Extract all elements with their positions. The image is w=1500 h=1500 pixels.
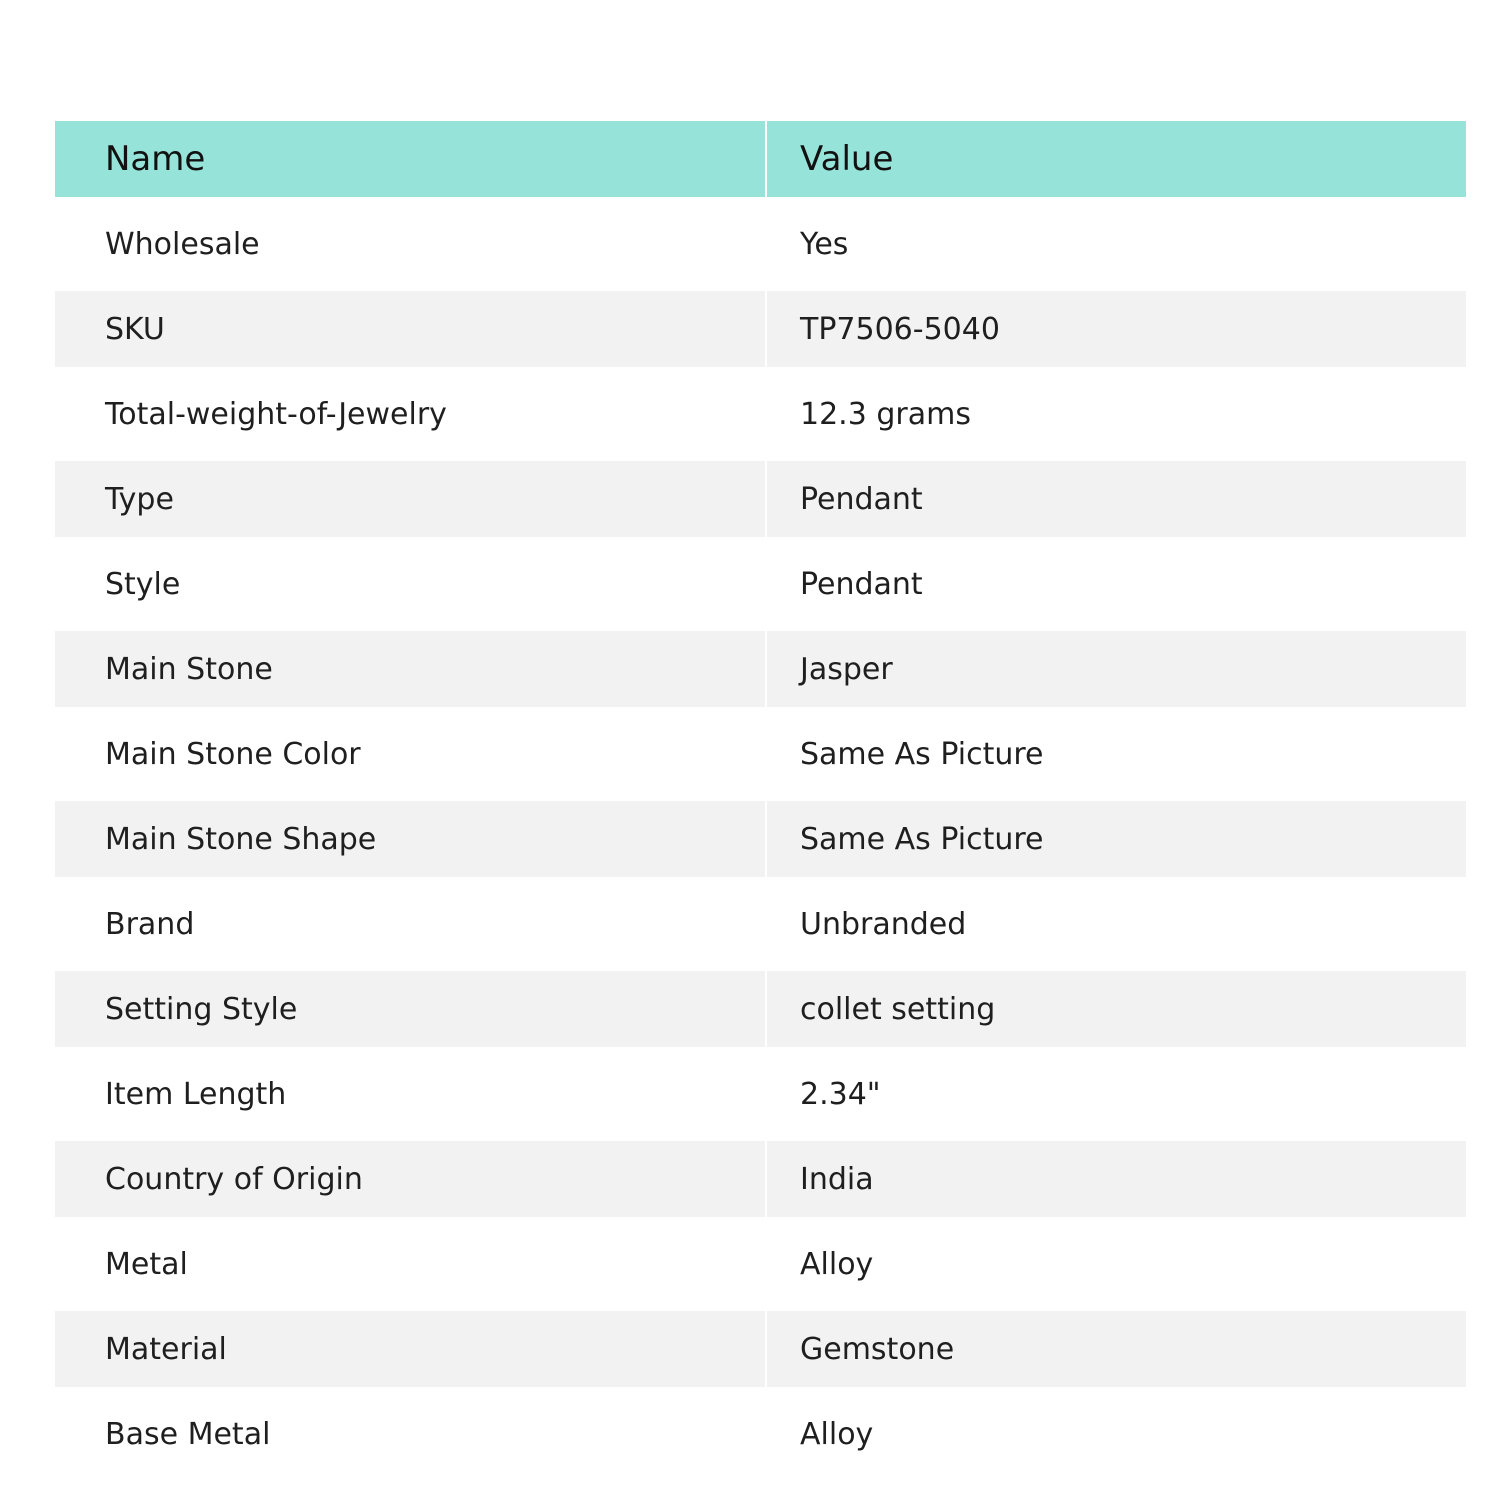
spec-name: Metal (55, 1217, 766, 1311)
column-header-name: Name (55, 121, 766, 197)
spec-value: Jasper (766, 631, 1466, 707)
table-row (55, 291, 1466, 367)
spec-value: India (766, 1141, 1466, 1217)
spec-name: SKU (55, 291, 766, 367)
spec-value: Pendant (766, 537, 1466, 631)
spec-value: Alloy (766, 1387, 1466, 1481)
spec-name: Type (55, 461, 766, 537)
table-row (55, 1141, 1466, 1217)
table-row (55, 877, 1466, 971)
spec-name: Main Stone Color (55, 707, 766, 801)
table-header-row (55, 121, 1466, 197)
spec-name: Item Length (55, 1047, 766, 1141)
spec-value: 2.34" (766, 1047, 1466, 1141)
table-row (55, 707, 1466, 801)
table-row (55, 1387, 1466, 1481)
table-row (55, 367, 1466, 461)
spec-name: Brand (55, 877, 766, 971)
product-spec-table (55, 121, 1466, 1481)
table-row (55, 971, 1466, 1047)
spec-value: Pendant (766, 461, 1466, 537)
spec-value: Alloy (766, 1217, 1466, 1311)
spec-value: Gemstone (766, 1311, 1466, 1387)
table-row (55, 1311, 1466, 1387)
spec-name: Setting Style (55, 971, 766, 1047)
spec-name: Country of Origin (55, 1141, 766, 1217)
table-row (55, 197, 1466, 291)
spec-value: collet setting (766, 971, 1466, 1047)
spec-value: Unbranded (766, 877, 1466, 971)
spec-value: Same As Picture (766, 801, 1466, 877)
table-row (55, 461, 1466, 537)
spec-name: Total-weight-of-Jewelry (55, 367, 766, 461)
spec-value: 12.3 grams (766, 367, 1466, 461)
column-header-value: Value (766, 121, 1466, 197)
spec-name: Material (55, 1311, 766, 1387)
table-row (55, 1047, 1466, 1141)
table-row (55, 631, 1466, 707)
spec-name: Main Stone Shape (55, 801, 766, 877)
spec-name: Base Metal (55, 1387, 766, 1481)
table-row (55, 801, 1466, 877)
spec-value: Yes (766, 197, 1466, 291)
spec-name: Style (55, 537, 766, 631)
spec-name: Wholesale (55, 197, 766, 291)
table-row (55, 1217, 1466, 1311)
table-row (55, 537, 1466, 631)
spec-name: Main Stone (55, 631, 766, 707)
spec-value: Same As Picture (766, 707, 1466, 801)
spec-value: TP7506-5040 (766, 291, 1466, 367)
